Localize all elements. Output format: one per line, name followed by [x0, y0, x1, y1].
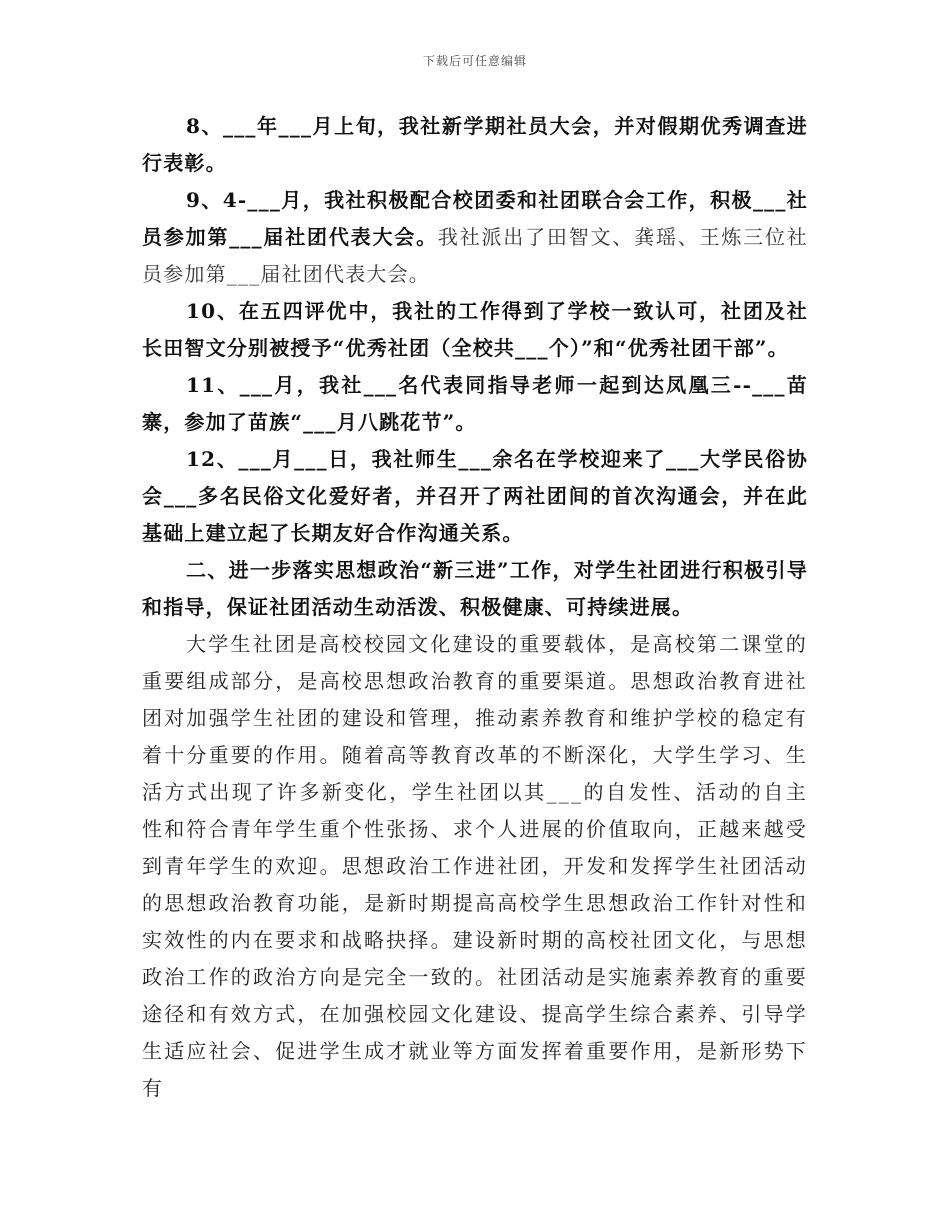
paragraph-item-11: 11、___月，我社___名代表同指导老师一起到达凤凰三--___苗寨，参加了苗族“___月八跳花节”。	[142, 373, 808, 434]
paragraph-item-9	[142, 182, 808, 293]
header-note: 下载后可任意编辑	[422, 54, 527, 68]
section-heading-2: 二、进一步落实思想政治“新三进”工作，对学生社团进行积极引导和指导，保证社团活动生动活泼、积极健康、可持续进展。	[142, 558, 808, 619]
document-body	[142, 108, 808, 1107]
paragraph-item-9-light: 我社派出了田智文、龚瑶、王炼三位社员参加第___届社团代表大会。	[142, 225, 808, 286]
body-paragraph: 大学生社团是高校校园文化建设的重要载体，是高校第二课堂的重要组成部分，是高校思想政治教育的重要渠道。思想政治教育进社团对加强学生社团的建设和管理，推动素养教育和维护学校的稳定有着十分重要的作用。随着高等教育改革的不断深化，大学生学习、生活方式出现了许多新变化，学生社团以其___的自发性、活动的自主性和符合青年学生重个性张扬、求个人进展的价值取向，正越来越受到青年学生的欢迎。思想政治工作进社团，开发和发挥学生社团活动的思想政治教育功能，是新时期提高高校学生思想政治工作针对性和实效性的内在要求和战略抉择。建设新时期的高校社团文化，与思想政治工作的政治方向是完全一致的。社团活动是实施素养教育的重要途径和有效方式，在加强校园文化建设、提高学生综合素养、引导学生适应社会、促进学生成才就业等方面发挥着重要作用，是新形势下有	[142, 632, 808, 1100]
paragraph-item-10: 10、在五四评优中，我社的工作得到了学校一致认可，社团及社长田智文分别被授予“优秀社团（全校共___个）”和“优秀社团干部”。	[142, 299, 808, 360]
paragraph-item-8: 8、___年___月上旬，我社新学期社员大会，并对假期优秀调查进行表彰。	[142, 114, 808, 175]
paragraph-item-12: 12、___月___日，我社师生___余名在学校迎来了___大学民俗协会___多名民俗文化爱好者，并召开了两社团间的首次沟通会，并在此基础上建立起了长期友好合作沟通关系。	[142, 447, 808, 545]
paragraph-item-9-bold: 9、4-___月，我社积极配合校团委和社团联合会工作，积极___社员参加第___届社团代表大会。	[142, 188, 808, 249]
